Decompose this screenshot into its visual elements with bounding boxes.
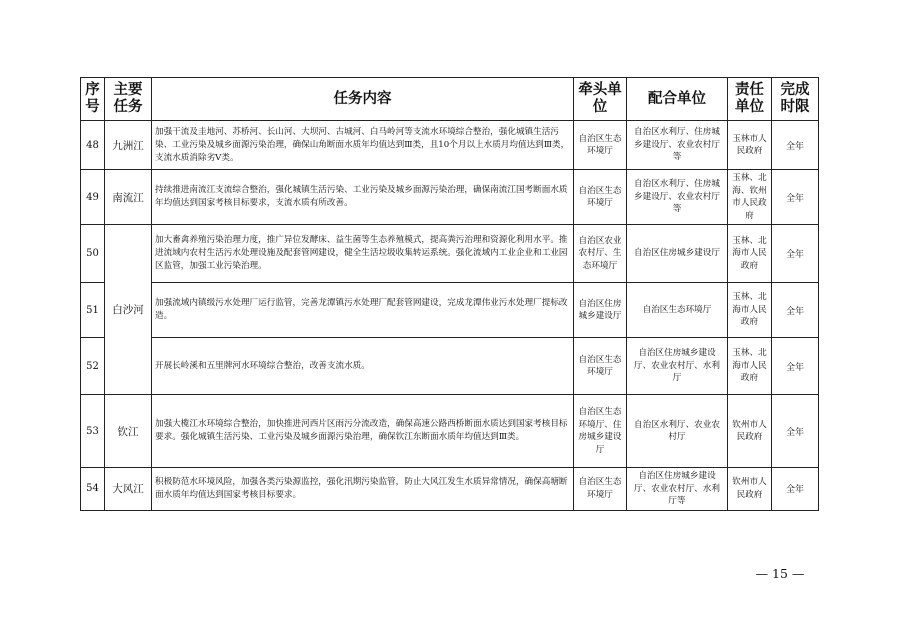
header-deadline: 完成时限 <box>772 78 819 121</box>
river-name: 九洲江 <box>105 121 152 170</box>
header-lead-unit: 牵头单位 <box>574 78 627 121</box>
row-number: 54 <box>81 468 105 511</box>
lead-unit: 自治区生态环境厅 <box>574 468 627 511</box>
deadline: 全年 <box>772 395 819 468</box>
header-responsible-unit: 责任单位 <box>728 78 772 121</box>
table-row <box>81 225 819 283</box>
deadline: 全年 <box>772 283 819 338</box>
responsible-unit: 钦州市人民政府 <box>728 468 772 511</box>
header-no: 序号 <box>81 78 105 121</box>
coop-unit: 自治区住房城乡建设厅、农业农村厅、水利厅 <box>627 338 728 395</box>
coop-unit: 自治区生态环境厅 <box>627 283 728 338</box>
responsible-unit: 玉林、北海、钦州市人民政府 <box>728 170 772 225</box>
lead-unit: 自治区生态环境厅 <box>574 121 627 170</box>
coop-unit: 自治区住房城乡建设厅、农业农村厅、水利厅等 <box>627 468 728 511</box>
coop-unit: 自治区水利厅、住房城乡建设厅、农业农村厅等 <box>627 121 728 170</box>
responsible-unit: 钦州市人民政府 <box>728 395 772 468</box>
coop-unit: 自治区水利厅、农业农村厅 <box>627 395 728 468</box>
header-task-content: 任务内容 <box>152 78 574 121</box>
row-number: 48 <box>81 121 105 170</box>
deadline: 全年 <box>772 121 819 170</box>
task-content: 加大畜禽养殖污染治理力度，推广异位发酵床、益生菌等生态养殖模式，提高粪污治理和资源化利用水平。推进流域内农村生活污水处理设施及配套管网建设，健全生活垃圾收集转运系统。强化流域内工业企业和工业园区监管，加强工业污染治理。 <box>152 225 574 283</box>
table-row <box>81 170 819 225</box>
lead-unit: 自治区农业农村厅、生态环境厅 <box>574 225 627 283</box>
row-number: 49 <box>81 170 105 225</box>
river-name: 南流江 <box>105 170 152 225</box>
deadline: 全年 <box>772 170 819 225</box>
task-content: 加强干流及圭地河、苏桥河、长山河、大坝河、古城河、白马岭河等支流水环境综合整治，强化城镇生活污染、工业污染及城乡面源污染治理，确保山角断面水质年均值达到Ⅲ类，且10个月以上水质月均值达到Ⅲ类，支流水质消除劣Ⅴ类。 <box>152 121 574 170</box>
task-content: 持续推进南流江支流综合整治，强化城镇生活污染、工业污染及城乡面源污染治理，确保南流江国考断面水质年均值达到国家考核目标要求，支流水质有所改善。 <box>152 170 574 225</box>
lead-unit: 自治区生态环境厅 <box>574 338 627 395</box>
table-row <box>81 395 819 468</box>
table-header-row <box>81 78 819 121</box>
coop-unit: 自治区水利厅、住房城乡建设厅、农业农村厅等 <box>627 170 728 225</box>
lead-unit: 自治区生态环境厅 <box>574 170 627 225</box>
task-content: 加强流域内镇级污水处理厂运行监管，完善龙潭镇污水处理厂配套管网建设，完成龙潭伟业污水处理厂提标改造。 <box>152 283 574 338</box>
responsible-unit: 玉林、北海市人民政府 <box>728 338 772 395</box>
responsible-unit: 玉林、北海市人民政府 <box>728 225 772 283</box>
river-name: 白沙河 <box>105 225 152 395</box>
lead-unit: 自治区生态环境厅、住房城乡建设厅 <box>574 395 627 468</box>
row-number: 52 <box>81 338 105 395</box>
responsible-unit: 玉林市人民政府 <box>728 121 772 170</box>
table-row <box>81 338 819 395</box>
table-row <box>81 283 819 338</box>
coop-unit: 自治区住房城乡建设厅 <box>627 225 728 283</box>
responsible-unit: 玉林、北海市人民政府 <box>728 283 772 338</box>
task-content: 积极防范水环境风险，加强各类污染源监控，强化汛期污染监管，防止大风江发生水质异常情况，确保高塘断面水质年均值达到国家考核目标要求。 <box>152 468 574 511</box>
deadline: 全年 <box>772 338 819 395</box>
deadline: 全年 <box>772 225 819 283</box>
row-number: 53 <box>81 395 105 468</box>
deadline: 全年 <box>772 468 819 511</box>
task-table <box>80 77 819 511</box>
header-main-task: 主要任务 <box>105 78 152 121</box>
table-row <box>81 121 819 170</box>
header-coop-unit: 配合单位 <box>627 78 728 121</box>
task-content: 加强大榄江水环境综合整治，加快推进河西片区雨污分流改造，确保高速公路西桥断面水质达到国家考核目标要求。强化城镇生活污染、工业污染及城乡面源污染治理，确保钦江东断面水质年均值达到Ⅲ类。 <box>152 395 574 468</box>
page-number: — 15 — <box>755 566 805 581</box>
task-content: 开展长岭溪和五里牌河水环境综合整治，改善支流水质。 <box>152 338 574 395</box>
river-name: 钦江 <box>105 395 152 468</box>
table-row <box>81 468 819 511</box>
row-number: 51 <box>81 283 105 338</box>
lead-unit: 自治区住房城乡建设厅 <box>574 283 627 338</box>
row-number: 50 <box>81 225 105 283</box>
river-name: 大风江 <box>105 468 152 511</box>
